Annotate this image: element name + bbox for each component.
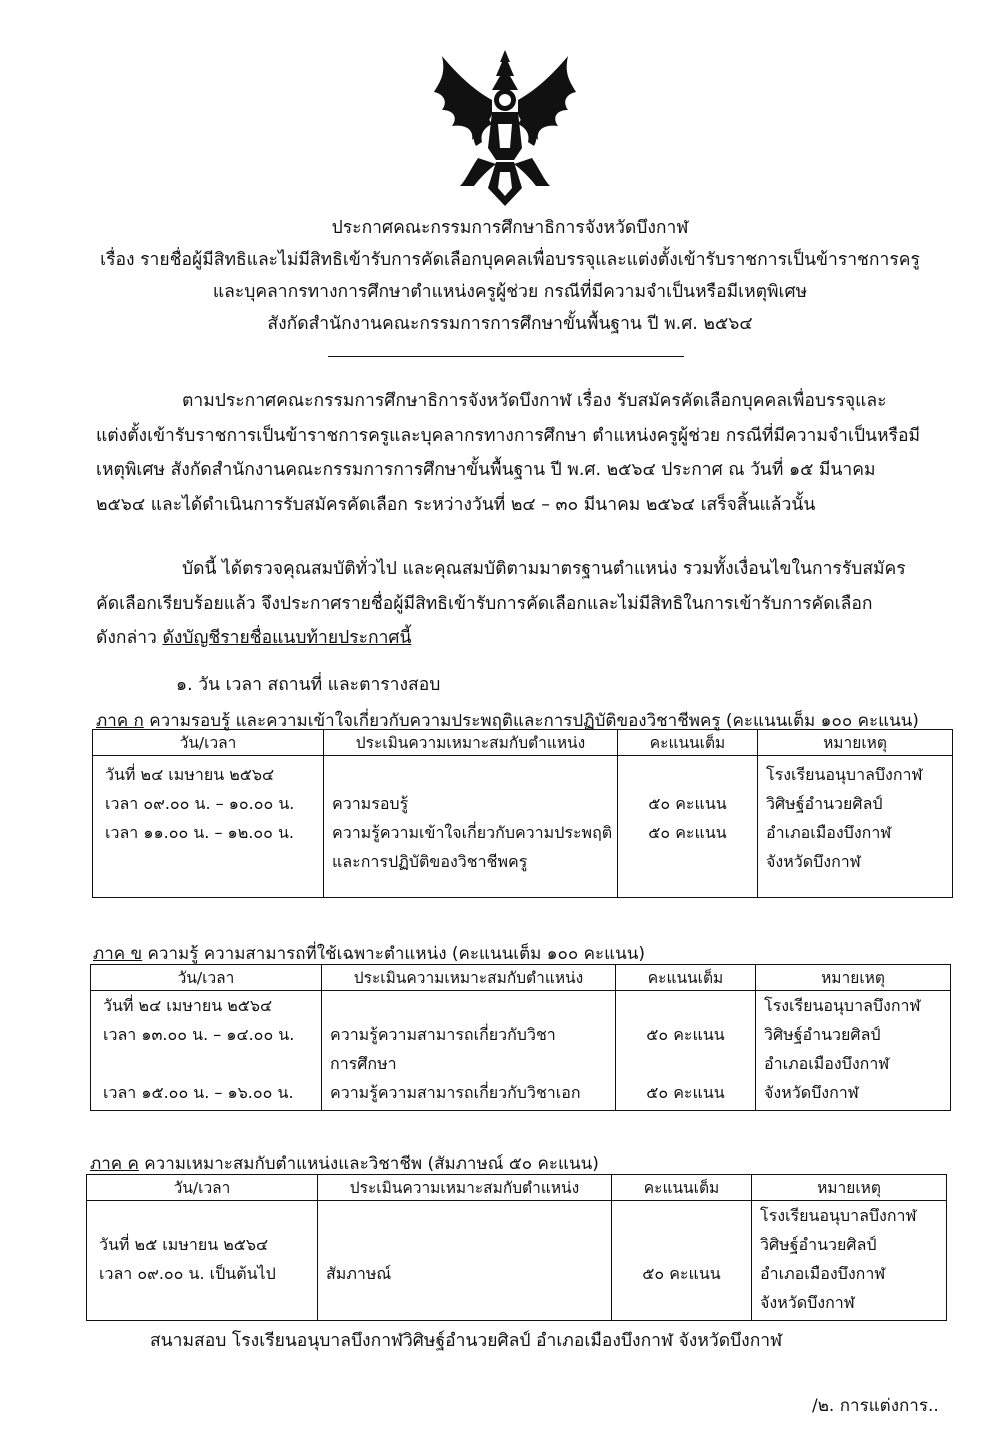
assessment-line: การศึกษา	[330, 1054, 397, 1073]
datetime-line	[91, 1049, 321, 1078]
column-header-full-score: คะแนนเต็ม	[612, 1175, 752, 1201]
column-header-assessment: ประเมินความเหมาะสมกับตำแหน่ง	[318, 1175, 612, 1201]
assessment-cell	[322, 991, 616, 1111]
remark-line: วิศิษฐ์อำนวยศิลป์	[766, 794, 883, 813]
datetime-line: เวลา ๑๑.๐๐ น. – ๑๒.๐๐ น.	[105, 823, 294, 842]
table-header-row	[87, 1175, 947, 1201]
assessment-line: และการปฏิบัติของวิชาชีพครู	[332, 852, 528, 871]
part-title: ความเหมาะสมกับตำแหน่งและวิชาชีพ (สัมภาษณ์ ๕๐ คะแนน)	[138, 1154, 599, 1174]
paragraph-reference	[96, 384, 956, 522]
score-line: ๕๐ คะแนน	[648, 823, 727, 842]
paragraph-line: คัดเลือกเรียบร้อยแล้ว จึงประกาศรายชื่อผู้มีสิทธิเข้ารับการคัดเลือกและไม่มีสิทธิในการเข้ารับการคัดเลือก	[96, 593, 873, 614]
remark-line: วิศิษฐ์อำนวยศิลป์	[760, 1235, 877, 1254]
datetime-line: วันที่ ๒๕ เมษายน ๒๕๖๔	[99, 1235, 269, 1254]
assessment-line: ความรู้ความสามารถเกี่ยวกับวิชา	[330, 1025, 556, 1044]
score-line	[616, 991, 755, 1020]
assessment-cell	[318, 1201, 612, 1321]
score-line: ๕๐ คะแนน	[642, 1264, 721, 1283]
score-line: ๕๐ คะแนน	[648, 794, 727, 813]
announcement-title	[60, 212, 960, 340]
column-header-assessment: ประเมินความเหมาะสมกับตำแหน่ง	[322, 965, 616, 991]
title-divider	[328, 356, 684, 357]
exam-table-part-b	[90, 964, 951, 1111]
exam-table-part-a	[92, 729, 953, 898]
remark-line: โรงเรียนอนุบาลบึงกาฬ	[764, 996, 921, 1015]
table-header-row	[93, 730, 953, 756]
remark-line: จังหวัดบึงกาฬ	[766, 852, 861, 871]
remark-line: โรงเรียนอนุบาลบึงกาฬ	[760, 1206, 917, 1225]
score-cell	[618, 756, 758, 898]
part-title: ความรู้ ความสามารถที่ใช้เฉพาะตำแหน่ง (คะแนนเต็ม ๑๐๐ คะแนน)	[142, 944, 646, 964]
table-row	[87, 1201, 947, 1321]
part-label: ภาค ค	[90, 1154, 139, 1174]
score-cell	[616, 991, 756, 1111]
column-header-full-score: คะแนนเต็ม	[616, 965, 756, 991]
score-line	[618, 760, 757, 789]
assessment-cell	[324, 756, 618, 898]
title-line: และบุคลากรทางการศึกษาตำแหน่งครูผู้ช่วย กรณีที่มีความจำเป็นหรือมีเหตุพิเศษ	[212, 282, 808, 302]
remark-cell	[752, 1201, 947, 1321]
paragraph-line: ตามประกาศคณะกรรมการศึกษาธิการจังหวัดบึงกาฬ เรื่อง รับสมัครคัดเลือกบุคคลเพื่อบรรจุและ	[182, 391, 887, 411]
assessment-line: ความรู้ความสามารถเกี่ยวกับวิชาเอก	[330, 1083, 581, 1102]
remark-line: อำเภอเมืองบึงกาฬ	[764, 1054, 890, 1073]
score-line	[612, 1230, 751, 1259]
score-line	[612, 1201, 751, 1230]
title-line: เรื่อง รายชื่อผู้มีสิทธิและไม่มีสิทธิเข้ารับการคัดเลือกบุคคลเพื่อบรรจุและแต่งตั้งเข้ารับราชการเป็นข้าราชการครู	[100, 250, 920, 270]
assessment-line	[324, 760, 617, 789]
paragraph-result	[96, 552, 956, 656]
datetime-cell	[91, 991, 322, 1111]
column-header-datetime: วัน/เวลา	[91, 965, 322, 991]
paragraph-line: แต่งตั้งเข้ารับราชการเป็นข้าราชการครูและบุคลากรทางการศึกษา ตำแหน่งครูผู้ช่วย กรณีที่มีความจำเป็นหรือมี	[96, 425, 921, 446]
datetime-line: วันที่ ๒๔ เมษายน ๒๕๖๔	[105, 765, 275, 784]
paragraph-line: เหตุพิเศษ สังกัดสำนักงานคณะกรรมการการศึกษาขั้นพื้นฐาน ปี พ.ศ. ๒๕๖๔ ประกาศ ณ วันที่ ๑๕ มีนาคม	[96, 460, 876, 480]
paragraph-line	[96, 621, 956, 656]
table-row	[93, 756, 953, 898]
remark-cell	[758, 756, 953, 898]
paragraph-line: ๒๕๖๔ และได้ดำเนินการรับสมัครคัดเลือก ระหว่างวันที่ ๒๔ – ๓๐ มีนาคม ๒๕๖๔ เสร็จสิ้นแล้วนั้น	[96, 494, 816, 515]
assessment-line	[322, 991, 615, 1020]
continued-marker: /๒. การแต่งการ..	[812, 1396, 939, 1416]
column-header-full-score: คะแนนเต็ม	[618, 730, 758, 756]
column-header-remark: หมายเหตุ	[758, 730, 953, 756]
datetime-line: เวลา ๑๓.๐๐ น. – ๑๔.๐๐ น.	[103, 1025, 295, 1044]
assessment-line: ความรู้ความเข้าใจเกี่ยวกับความประพฤติ	[332, 823, 613, 842]
datetime-line	[87, 1201, 317, 1230]
score-line: ๕๐ คะแนน	[646, 1083, 725, 1102]
section-heading: ๑. วัน เวลา สถานที่ และตารางสอบ	[176, 675, 441, 695]
part-b-heading	[93, 940, 645, 967]
assessment-line	[318, 1230, 611, 1259]
remark-line: จังหวัดบึงกาฬ	[764, 1083, 859, 1102]
table-row	[91, 991, 951, 1111]
table-header-row	[91, 965, 951, 991]
assessment-line: ความรอบรู้	[332, 794, 409, 813]
part-label: ภาค ก	[96, 711, 144, 731]
title-line: ประกาศคณะกรรมการศึกษาธิการจังหวัดบึงกาฬ	[331, 218, 689, 238]
paragraph-text: ดังกล่าว	[96, 628, 163, 648]
garuda-emblem-icon	[430, 48, 580, 208]
column-header-datetime: วัน/เวลา	[87, 1175, 318, 1201]
remark-cell	[756, 991, 951, 1111]
datetime-line: เวลา ๐๙.๐๐ น. – ๑๐.๐๐ น.	[105, 794, 295, 813]
part-title: ความรอบรู้ และความเข้าใจเกี่ยวกับความประพฤติและการปฏิบัติของวิชาชีพครู (คะแนนเต็ม ๑๐๐ คะแนน)	[143, 711, 919, 731]
score-line: ๕๐ คะแนน	[646, 1025, 725, 1044]
remark-line: วิศิษฐ์อำนวยศิลป์	[764, 1025, 881, 1044]
datetime-line: เวลา ๐๙.๐๐ น. เป็นต้นไป	[99, 1264, 276, 1283]
remark-line: โรงเรียนอนุบาลบึงกาฬ	[766, 765, 923, 784]
datetime-line: เวลา ๑๕.๐๐ น. – ๑๖.๐๐ น.	[103, 1083, 294, 1102]
remark-line: อำเภอเมืองบึงกาฬ	[766, 823, 892, 842]
title-line: สังกัดสำนักงานคณะกรรมการการศึกษาขั้นพื้นฐาน ปี พ.ศ. ๒๕๖๔	[267, 314, 753, 334]
column-header-assessment: ประเมินความเหมาะสมกับตำแหน่ง	[324, 730, 618, 756]
column-header-datetime: วัน/เวลา	[93, 730, 324, 756]
exam-venue-line: สนามสอบ โรงเรียนอนุบาลบึงกาฬวิศิษฐ์อำนวยศิลป์ อำเภอเมืองบึงกาฬ จังหวัดบึงกาฬ	[150, 1331, 783, 1351]
column-header-remark: หมายเหตุ	[752, 1175, 947, 1201]
column-header-remark: หมายเหตุ	[756, 965, 951, 991]
part-label: ภาค ข	[93, 944, 143, 964]
score-cell	[612, 1201, 752, 1321]
assessment-line: สัมภาษณ์	[326, 1264, 392, 1283]
remark-line: จังหวัดบึงกาฬ	[760, 1293, 855, 1312]
exam-table-part-c	[86, 1174, 947, 1321]
score-line	[616, 1049, 755, 1078]
remark-line: อำเภอเมืองบึงกาฬ	[760, 1264, 886, 1283]
datetime-cell	[87, 1201, 318, 1321]
datetime-line: วันที่ ๒๔ เมษายน ๒๕๖๔	[103, 996, 273, 1015]
attached-list-reference: ดังบัญชีรายชื่อแนบท้ายประกาศนี้	[162, 628, 412, 648]
assessment-line	[318, 1201, 611, 1230]
datetime-cell	[93, 756, 324, 898]
paragraph-line: บัดนี้ ได้ตรวจคุณสมบัติทั่วไป และคุณสมบัติตามมาตรฐานตำแหน่ง รวมทั้งเงื่อนไขในการรับสมัคร	[182, 559, 906, 579]
part-c-heading	[90, 1150, 599, 1177]
